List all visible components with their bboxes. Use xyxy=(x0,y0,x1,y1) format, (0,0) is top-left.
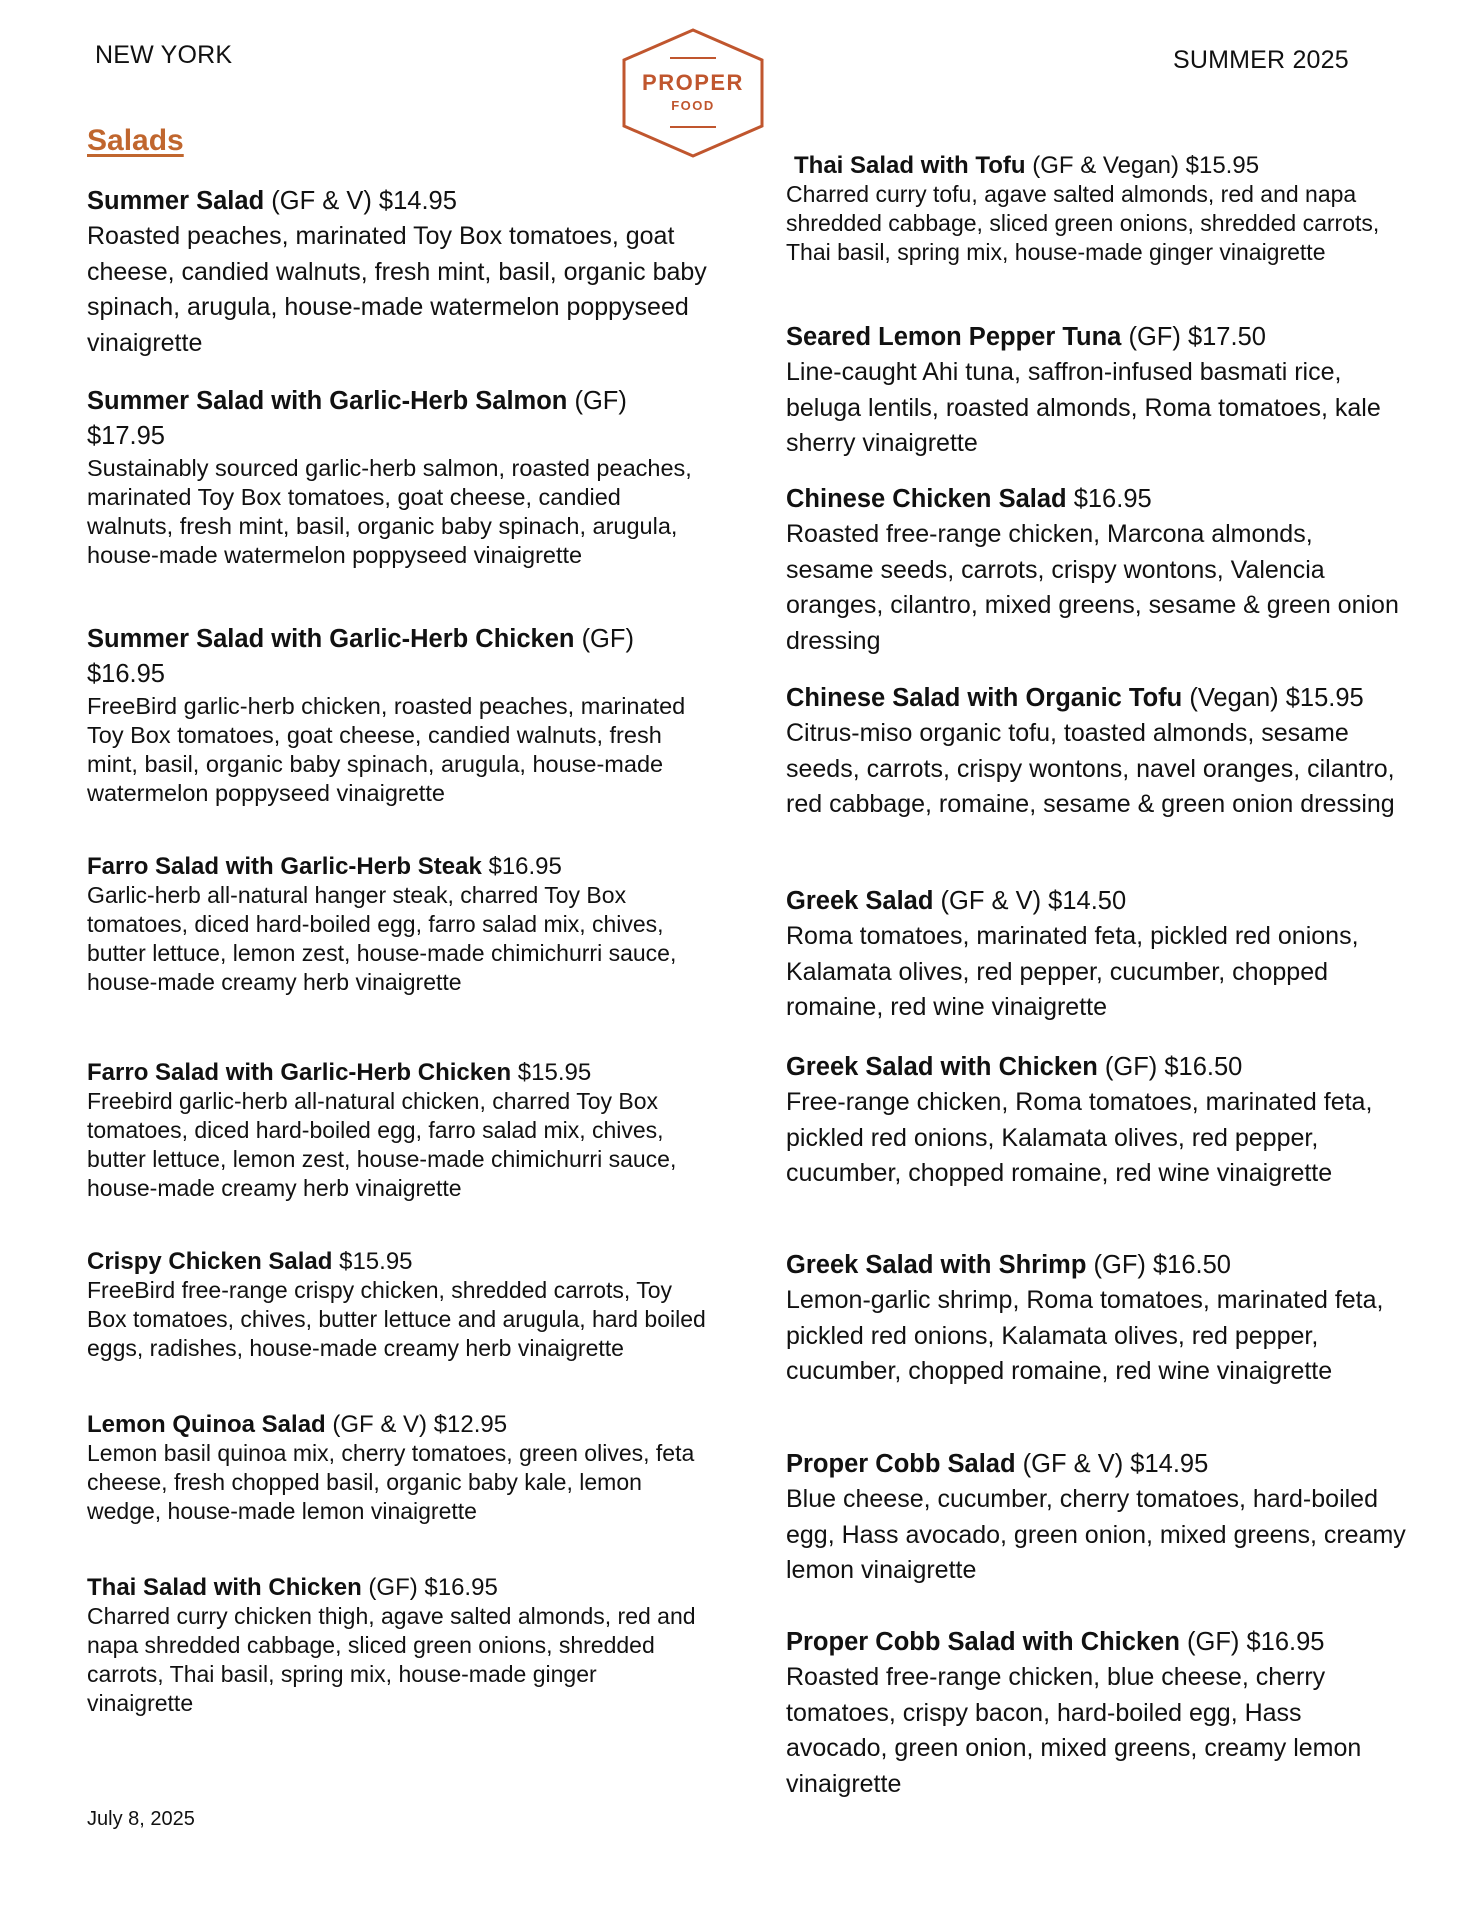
menu-item xyxy=(786,1248,1406,1390)
logo-word-food: FOOD xyxy=(671,98,715,113)
menu-item-name: Chinese Chicken Salad xyxy=(786,485,1067,513)
menu-item-name: Summer Salad with Garlic-Herb Salmon xyxy=(87,387,568,415)
menu-item xyxy=(87,1573,707,1718)
menu-item-heading xyxy=(786,151,1406,180)
menu-item-name: Proper Cobb Salad with Chicken xyxy=(786,1628,1180,1656)
menu-item-description: Roasted free-range chicken, Marcona almonds, sesame seeds, carrots, crispy wontons, Valencia oranges, cilantro, mixed greens, sesame & green onion dressing xyxy=(786,520,1399,655)
menu-item-heading xyxy=(87,1573,707,1602)
menu-item xyxy=(87,1410,707,1526)
menu-item xyxy=(87,184,707,361)
menu-item-heading xyxy=(786,482,1406,517)
menu-item-description: Freebird garlic-herb all-natural chicken, charred Toy Box tomatoes, diced hard-boiled egg, farro salad mix, chives, butter lettuce, lemon zest, house-made chimichurri sauce, house-made creamy herb vinaigrette xyxy=(87,1088,677,1201)
menu-item-tag: $15.95 xyxy=(511,1059,592,1086)
menu-item xyxy=(87,1058,707,1203)
menu-item-tag: (GF) $16.95 xyxy=(87,625,634,688)
menu-item-description: Roasted free-range chicken, blue cheese, cherry tomatoes, crispy bacon, hard-boiled egg, Hass avocado, green onion, mixed greens, creamy lemon vinaigrette xyxy=(786,1663,1362,1798)
menu-item-description: Citrus-miso organic tofu, toasted almonds, sesame seeds, carrots, crispy wontons, navel oranges, cilantro, red cabbage, romaine, sesame & green onion dressing xyxy=(786,719,1395,818)
menu-item-tag: (GF) $16.50 xyxy=(1086,1251,1231,1279)
menu-item-tag: (GF) $16.95 xyxy=(361,1574,498,1601)
menu-item-name: Crispy Chicken Salad xyxy=(87,1248,333,1275)
menu-item-name: Thai Salad with Tofu xyxy=(794,152,1026,179)
section-title-salads: Salads xyxy=(87,124,184,157)
menu-item xyxy=(786,482,1406,659)
menu-item-heading xyxy=(87,384,707,454)
menu-item-tag: (GF & V) $12.95 xyxy=(325,1411,508,1438)
menu-item-tag: (GF & V) $14.50 xyxy=(933,887,1127,915)
menu-item-heading xyxy=(87,1410,707,1439)
menu-item-tag: $16.95 xyxy=(481,853,562,880)
menu-item-description: FreeBird free-range crispy chicken, shredded carrots, Toy Box tomatoes, chives, butter lettuce and arugula, hard boiled eggs, radishes, house-made creamy herb vinaigrette xyxy=(87,1277,706,1361)
menu-item-heading xyxy=(786,681,1406,716)
menu-item-heading xyxy=(87,184,707,219)
menu-item xyxy=(87,384,707,570)
menu-item xyxy=(87,622,707,808)
menu-item-tag: (GF) $17.50 xyxy=(1121,323,1266,351)
menu-item-tag: (GF) $16.95 xyxy=(1179,1628,1325,1656)
menu-item xyxy=(786,681,1406,823)
menu-item-heading xyxy=(786,884,1406,919)
menu-item xyxy=(786,1050,1406,1192)
menu-item-name: Lemon Quinoa Salad xyxy=(87,1411,326,1438)
menu-item-description: Charred curry chicken thigh, agave salted almonds, red and napa shredded cabbage, sliced green onions, shredded carrots, Thai basil, spring mix, house-made ginger vinaigrette xyxy=(87,1603,696,1716)
logo-word-proper: PROPER xyxy=(642,70,744,95)
menu-item-tag: $16.95 xyxy=(1066,485,1152,513)
menu-item xyxy=(786,320,1406,462)
menu-item-description: Line-caught Ahi tuna, saffron-infused basmati rice, beluga lentils, roasted almonds, Roma tomatoes, kale sherry vinaigrette xyxy=(786,358,1381,457)
menu-item-heading xyxy=(87,852,707,881)
menu-item-tag: $15.95 xyxy=(332,1248,413,1275)
menu-item-name: Seared Lemon Pepper Tuna xyxy=(786,323,1122,351)
menu-item-heading xyxy=(786,320,1406,355)
menu-item-name: Greek Salad xyxy=(786,887,934,915)
menu-item-name: Farro Salad with Garlic-Herb Chicken xyxy=(87,1059,512,1086)
proper-food-logo xyxy=(620,28,766,158)
menu-item-heading xyxy=(87,1058,707,1087)
menu-item xyxy=(786,1625,1406,1802)
menu-item-description: Free-range chicken, Roma tomatoes, marinated feta, pickled red onions, Kalamata olives, red pepper, cucumber, chopped romaine, red wine vinaigrette xyxy=(786,1088,1373,1187)
menu-item xyxy=(87,852,707,997)
menu-item-description: Blue cheese, cucumber, cherry tomatoes, hard-boiled egg, Hass avocado, green onion, mixed greens, creamy lemon vinaigrette xyxy=(786,1485,1406,1584)
menu-item xyxy=(786,884,1406,1026)
menu-item-description: Sustainably sourced garlic-herb salmon, roasted peaches, marinated Toy Box tomatoes, goat cheese, candied walnuts, fresh mint, basil, organic baby spinach, arugula, house-made watermelon poppyseed vinaigrette xyxy=(87,455,692,568)
menu-item-heading xyxy=(786,1050,1406,1085)
menu-item-description: Roma tomatoes, marinated feta, pickled red onions, Kalamata olives, red pepper, cucumber, chopped romaine, red wine vinaigrette xyxy=(786,922,1359,1021)
menu-item xyxy=(87,1247,707,1363)
menu-item-heading xyxy=(786,1248,1406,1283)
menu-item-description: Garlic-herb all-natural hanger steak, charred Toy Box tomatoes, diced hard-boiled egg, farro salad mix, chives, butter lettuce, lemon zest, house-made chimichurri sauce, house-made creamy herb vinaigrette xyxy=(87,882,677,995)
menu-item-heading xyxy=(87,622,707,692)
menu-item-tag: (GF & Vegan) $15.95 xyxy=(1025,152,1260,179)
menu-item-description: Charred curry tofu, agave salted almonds, red and napa shredded cabbage, sliced green onions, shredded carrots, Thai basil, spring mix, house-made ginger vinaigrette xyxy=(786,181,1380,265)
location-label: NEW YORK xyxy=(95,41,233,69)
menu-item-description: Lemon basil quinoa mix, cherry tomatoes, green olives, feta cheese, fresh chopped basil, organic baby kale, lemon wedge, house-made lemon vinaigrette xyxy=(87,1440,695,1524)
menu-item-tag: (GF & V) $14.95 xyxy=(264,187,457,215)
menu-item-heading xyxy=(786,1625,1406,1660)
menu-item-name: Chinese Salad with Organic Tofu xyxy=(786,684,1183,712)
season-label: SUMMER 2025 xyxy=(1173,46,1349,74)
menu-item-name: Farro Salad with Garlic-Herb Steak xyxy=(87,853,482,880)
menu-item xyxy=(786,1447,1406,1589)
menu-item-name: Greek Salad with Shrimp xyxy=(786,1251,1087,1279)
menu-item-tag: (GF) $16.50 xyxy=(1097,1053,1243,1081)
menu-item-description: Lemon-garlic shrimp, Roma tomatoes, marinated feta, pickled red onions, Kalamata olives, red pepper, cucumber, chopped romaine, red wine vinaigrette xyxy=(786,1286,1384,1385)
menu-item-name: Thai Salad with Chicken xyxy=(87,1574,362,1601)
menu-item-tag: (GF & V) $14.95 xyxy=(1015,1450,1209,1478)
menu-item-heading xyxy=(87,1247,707,1276)
menu-item-description: Roasted peaches, marinated Toy Box tomatoes, goat cheese, candied walnuts, fresh mint, basil, organic baby spinach, arugula, house-made watermelon poppyseed vinaigrette xyxy=(87,222,707,357)
menu-item-description: FreeBird garlic-herb chicken, roasted peaches, marinated Toy Box tomatoes, goat cheese, candied walnuts, fresh mint, basil, organic baby spinach, arugula, house-made watermelon poppyseed vinaigrette xyxy=(87,693,686,806)
menu-item-tag: (GF) $17.95 xyxy=(87,387,627,450)
menu-item-name: Greek Salad with Chicken xyxy=(786,1053,1098,1081)
menu-item-tag: (Vegan) $15.95 xyxy=(1182,684,1364,712)
menu-item-heading xyxy=(786,1447,1406,1482)
menu-item-name: Proper Cobb Salad xyxy=(786,1450,1016,1478)
footer-date: July 8, 2025 xyxy=(87,1808,195,1830)
menu-item-name: Summer Salad xyxy=(87,187,265,215)
menu-item-name: Summer Salad with Garlic-Herb Chicken xyxy=(87,625,575,653)
menu-item xyxy=(786,151,1406,267)
